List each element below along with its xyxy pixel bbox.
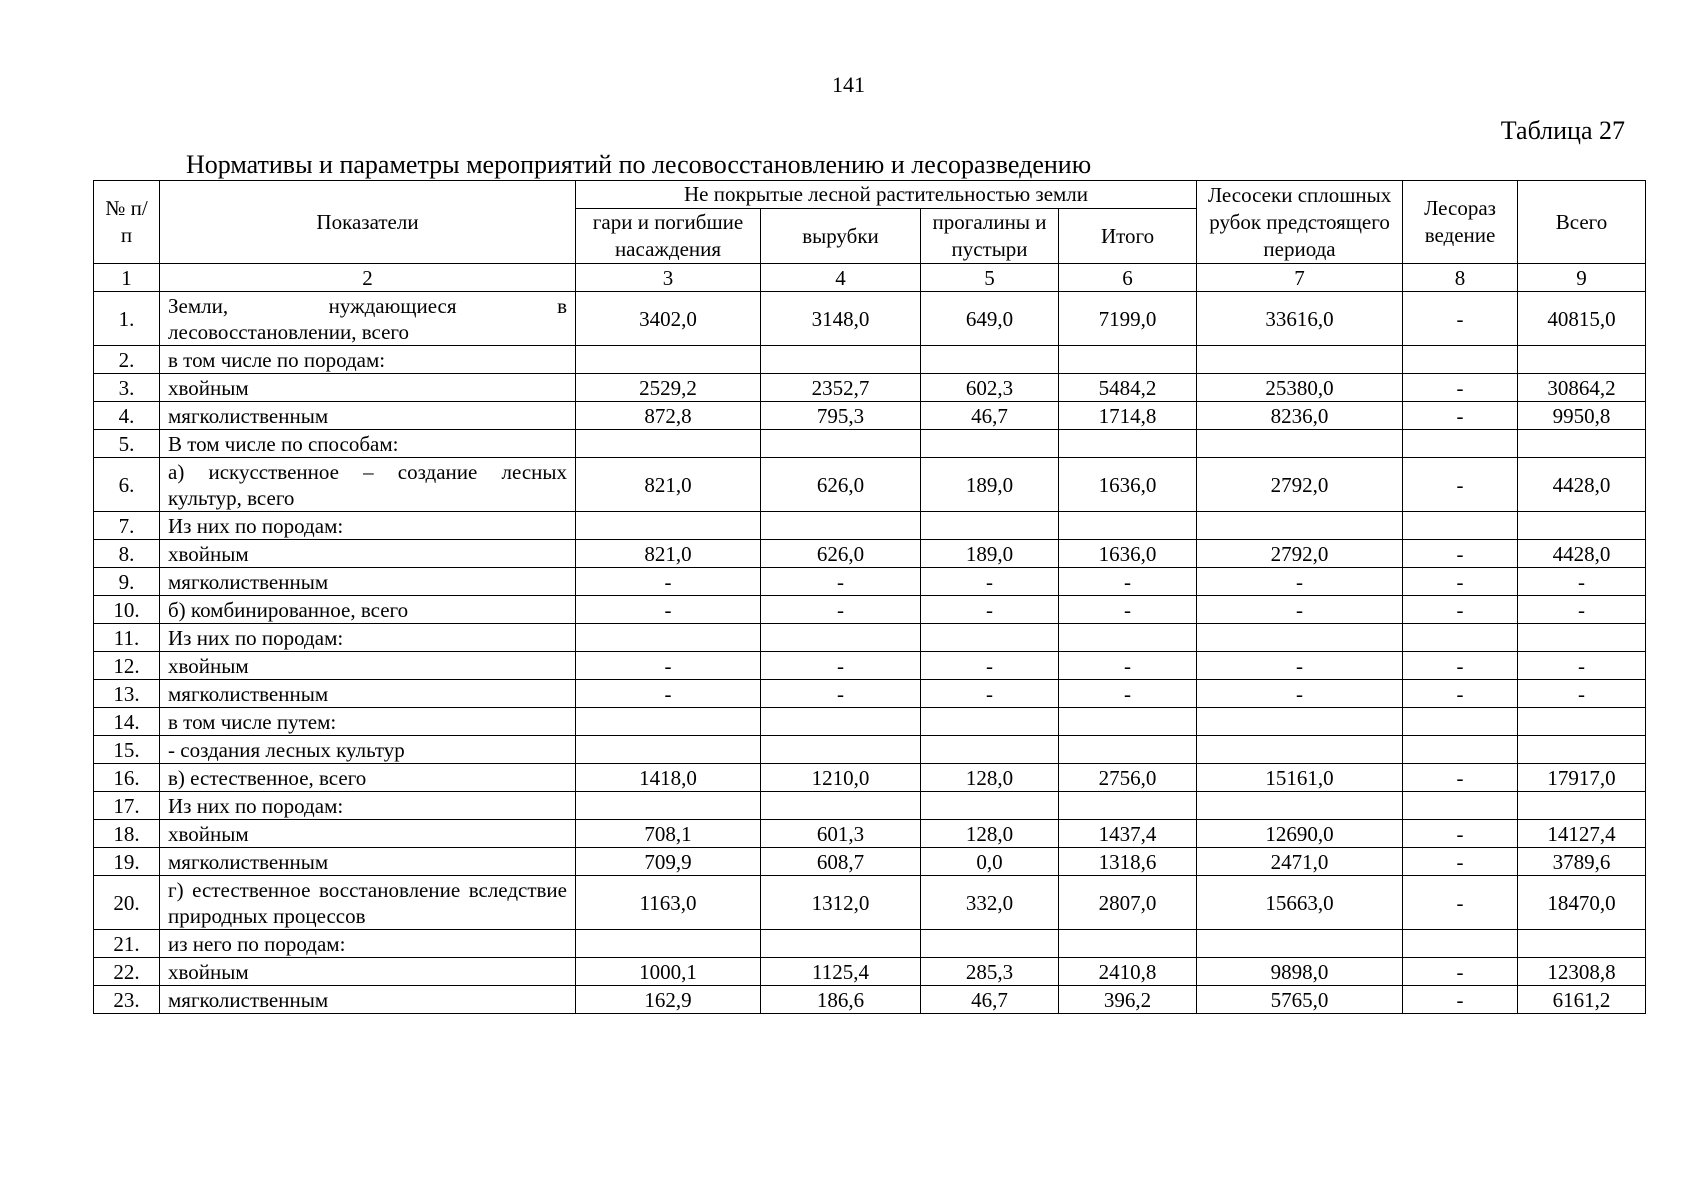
row-number: 4.	[94, 402, 160, 430]
table-row	[94, 512, 1646, 540]
column-number: 8	[1403, 264, 1518, 292]
value-subtotal: 396,2	[1059, 986, 1197, 1014]
value-subtotal	[1059, 930, 1197, 958]
value-subtotal: 2410,8	[1059, 958, 1197, 986]
value-afforestation: -	[1403, 292, 1518, 346]
value-clearcut	[1197, 708, 1403, 736]
table-row	[94, 958, 1646, 986]
value-glades: -	[921, 596, 1059, 624]
column-number: 3	[576, 264, 761, 292]
value-cuttings: -	[761, 568, 921, 596]
value-burned: 162,9	[576, 986, 761, 1014]
value-total	[1518, 792, 1646, 820]
row-number: 21.	[94, 930, 160, 958]
value-burned: -	[576, 652, 761, 680]
value-clearcut: 33616,0	[1197, 292, 1403, 346]
table-row	[94, 764, 1646, 792]
value-cuttings: 3148,0	[761, 292, 921, 346]
value-clearcut: 5765,0	[1197, 986, 1403, 1014]
value-cuttings	[761, 930, 921, 958]
table-header	[94, 181, 1646, 264]
column-number: 7	[1197, 264, 1403, 292]
value-burned: 821,0	[576, 458, 761, 512]
value-glades: -	[921, 652, 1059, 680]
value-burned: -	[576, 680, 761, 708]
value-cuttings: 1210,0	[761, 764, 921, 792]
header-total: Всего	[1518, 181, 1646, 264]
table-row	[94, 736, 1646, 764]
value-total	[1518, 512, 1646, 540]
row-indicator: мягколиственным	[160, 568, 576, 596]
column-number: 4	[761, 264, 921, 292]
value-burned	[576, 708, 761, 736]
row-number: 5.	[94, 430, 160, 458]
row-indicator: г) естественное восстановление вследствие природных процессов	[160, 876, 576, 930]
value-total	[1518, 346, 1646, 374]
row-indicator: хвойным	[160, 958, 576, 986]
column-number-row	[94, 264, 1646, 292]
value-subtotal: 1636,0	[1059, 458, 1197, 512]
forest-restoration-table	[93, 180, 1646, 1014]
value-glades	[921, 512, 1059, 540]
value-clearcut: -	[1197, 568, 1403, 596]
value-glades: 332,0	[921, 876, 1059, 930]
value-glades: 189,0	[921, 458, 1059, 512]
row-indicator: хвойным	[160, 820, 576, 848]
value-subtotal: -	[1059, 596, 1197, 624]
value-afforestation	[1403, 736, 1518, 764]
value-subtotal: 2756,0	[1059, 764, 1197, 792]
value-subtotal: 1437,4	[1059, 820, 1197, 848]
value-total: 3789,6	[1518, 848, 1646, 876]
value-subtotal: 1714,8	[1059, 402, 1197, 430]
value-subtotal: 1636,0	[1059, 540, 1197, 568]
value-subtotal: 7199,0	[1059, 292, 1197, 346]
table-row	[94, 680, 1646, 708]
value-afforestation	[1403, 708, 1518, 736]
value-total: -	[1518, 652, 1646, 680]
row-number: 14.	[94, 708, 160, 736]
header-cuttings: вырубки	[761, 209, 921, 264]
value-clearcut	[1197, 430, 1403, 458]
column-number: 1	[94, 264, 160, 292]
value-subtotal: -	[1059, 568, 1197, 596]
row-indicator: в том числе по породам:	[160, 346, 576, 374]
table-row	[94, 930, 1646, 958]
value-glades	[921, 624, 1059, 652]
value-cuttings: -	[761, 680, 921, 708]
value-glades	[921, 346, 1059, 374]
value-clearcut: 25380,0	[1197, 374, 1403, 402]
row-number: 11.	[94, 624, 160, 652]
value-glades: 649,0	[921, 292, 1059, 346]
row-number: 16.	[94, 764, 160, 792]
row-number: 8.	[94, 540, 160, 568]
value-afforestation	[1403, 624, 1518, 652]
value-cuttings: 1125,4	[761, 958, 921, 986]
value-burned: 1418,0	[576, 764, 761, 792]
value-cuttings: 795,3	[761, 402, 921, 430]
row-number: 3.	[94, 374, 160, 402]
row-number: 6.	[94, 458, 160, 512]
value-total: 12308,8	[1518, 958, 1646, 986]
value-total: 6161,2	[1518, 986, 1646, 1014]
value-afforestation: -	[1403, 876, 1518, 930]
header-subtotal: Итого	[1059, 209, 1197, 264]
value-subtotal	[1059, 624, 1197, 652]
value-burned	[576, 512, 761, 540]
value-cuttings	[761, 512, 921, 540]
table-row	[94, 374, 1646, 402]
value-clearcut: 2471,0	[1197, 848, 1403, 876]
table-row	[94, 568, 1646, 596]
value-afforestation: -	[1403, 986, 1518, 1014]
table-row	[94, 458, 1646, 512]
table-body	[94, 264, 1646, 1014]
table-row	[94, 652, 1646, 680]
row-indicator: - создания лесных культур	[160, 736, 576, 764]
value-cuttings: 601,3	[761, 820, 921, 848]
value-clearcut: 9898,0	[1197, 958, 1403, 986]
value-cuttings	[761, 736, 921, 764]
value-subtotal: -	[1059, 652, 1197, 680]
value-glades	[921, 430, 1059, 458]
value-total	[1518, 624, 1646, 652]
value-afforestation: -	[1403, 374, 1518, 402]
row-indicator: Земли, нуждающиеся в лесовосстановлении, всего	[160, 292, 576, 346]
value-subtotal	[1059, 736, 1197, 764]
value-clearcut: 12690,0	[1197, 820, 1403, 848]
value-afforestation: -	[1403, 652, 1518, 680]
value-afforestation: -	[1403, 458, 1518, 512]
value-total: 18470,0	[1518, 876, 1646, 930]
value-burned: -	[576, 568, 761, 596]
table-row	[94, 848, 1646, 876]
value-glades: -	[921, 680, 1059, 708]
value-burned: 821,0	[576, 540, 761, 568]
value-burned	[576, 430, 761, 458]
row-number: 1.	[94, 292, 160, 346]
value-total: -	[1518, 680, 1646, 708]
value-clearcut	[1197, 930, 1403, 958]
header-afforestation: Лесораз ведение	[1403, 181, 1518, 264]
value-burned	[576, 736, 761, 764]
table-title: Нормативы и параметры мероприятий по лесовосстановлению и лесоразведению	[186, 150, 1092, 179]
row-indicator: хвойным	[160, 540, 576, 568]
row-number: 12.	[94, 652, 160, 680]
row-number: 7.	[94, 512, 160, 540]
row-number: 18.	[94, 820, 160, 848]
value-burned	[576, 624, 761, 652]
value-burned: -	[576, 596, 761, 624]
value-total: 14127,4	[1518, 820, 1646, 848]
value-burned: 3402,0	[576, 292, 761, 346]
value-afforestation	[1403, 512, 1518, 540]
value-afforestation: -	[1403, 848, 1518, 876]
value-cuttings	[761, 708, 921, 736]
row-number: 10.	[94, 596, 160, 624]
row-number: 2.	[94, 346, 160, 374]
row-number: 22.	[94, 958, 160, 986]
value-subtotal	[1059, 792, 1197, 820]
row-number: 19.	[94, 848, 160, 876]
value-burned: 2529,2	[576, 374, 761, 402]
row-indicator: мягколиственным	[160, 848, 576, 876]
table-row	[94, 596, 1646, 624]
value-clearcut	[1197, 346, 1403, 374]
value-clearcut: 2792,0	[1197, 540, 1403, 568]
value-afforestation: -	[1403, 680, 1518, 708]
row-number: 13.	[94, 680, 160, 708]
value-glades: 189,0	[921, 540, 1059, 568]
page-number: 141	[832, 72, 865, 97]
row-number: 9.	[94, 568, 160, 596]
value-burned: 709,9	[576, 848, 761, 876]
value-glades: 0,0	[921, 848, 1059, 876]
row-indicator: Из них по породам:	[160, 792, 576, 820]
value-burned: 872,8	[576, 402, 761, 430]
value-clearcut	[1197, 624, 1403, 652]
value-total: 30864,2	[1518, 374, 1646, 402]
value-total	[1518, 736, 1646, 764]
value-glades: 602,3	[921, 374, 1059, 402]
row-number: 17.	[94, 792, 160, 820]
row-indicator: Из них по породам:	[160, 512, 576, 540]
table-label: Таблица 27	[1500, 116, 1625, 145]
value-total: -	[1518, 596, 1646, 624]
value-burned: 1163,0	[576, 876, 761, 930]
value-afforestation	[1403, 346, 1518, 374]
value-subtotal: 1318,6	[1059, 848, 1197, 876]
value-clearcut	[1197, 736, 1403, 764]
value-cuttings: 626,0	[761, 458, 921, 512]
value-afforestation	[1403, 792, 1518, 820]
table-row	[94, 820, 1646, 848]
column-number: 9	[1518, 264, 1646, 292]
value-afforestation: -	[1403, 596, 1518, 624]
value-subtotal	[1059, 708, 1197, 736]
value-glades: 128,0	[921, 820, 1059, 848]
row-indicator: в том числе путем:	[160, 708, 576, 736]
value-clearcut	[1197, 512, 1403, 540]
value-cuttings	[761, 792, 921, 820]
value-clearcut: 15663,0	[1197, 876, 1403, 930]
table-row	[94, 986, 1646, 1014]
table-row	[94, 624, 1646, 652]
value-burned	[576, 346, 761, 374]
value-afforestation: -	[1403, 820, 1518, 848]
value-subtotal	[1059, 512, 1197, 540]
value-clearcut: -	[1197, 680, 1403, 708]
row-indicator: хвойным	[160, 652, 576, 680]
value-total	[1518, 930, 1646, 958]
table-row	[94, 540, 1646, 568]
value-cuttings: -	[761, 596, 921, 624]
value-subtotal: 5484,2	[1059, 374, 1197, 402]
table-row	[94, 876, 1646, 930]
column-number: 2	[160, 264, 576, 292]
column-number: 5	[921, 264, 1059, 292]
value-clearcut: 8236,0	[1197, 402, 1403, 430]
value-afforestation: -	[1403, 540, 1518, 568]
row-indicator: хвойным	[160, 374, 576, 402]
value-cuttings: -	[761, 652, 921, 680]
value-total: 40815,0	[1518, 292, 1646, 346]
value-glades: 46,7	[921, 402, 1059, 430]
row-indicator: а) искусственное – создание лесных культур, всего	[160, 458, 576, 512]
row-indicator: мягколиственным	[160, 680, 576, 708]
row-number: 23.	[94, 986, 160, 1014]
value-afforestation: -	[1403, 568, 1518, 596]
value-total: 9950,8	[1518, 402, 1646, 430]
column-number: 6	[1059, 264, 1197, 292]
header-burned: гари и погибшие насаждения	[576, 209, 761, 264]
header-clearcut: Лесосеки сплошных рубок предстоящего периода	[1197, 181, 1403, 264]
value-clearcut	[1197, 792, 1403, 820]
value-total	[1518, 430, 1646, 458]
value-cuttings	[761, 430, 921, 458]
row-indicator: мягколиственным	[160, 402, 576, 430]
row-number: 15.	[94, 736, 160, 764]
value-afforestation	[1403, 430, 1518, 458]
value-glades: 46,7	[921, 986, 1059, 1014]
value-clearcut: 15161,0	[1197, 764, 1403, 792]
value-cuttings: 608,7	[761, 848, 921, 876]
header-num: № п/п	[94, 181, 160, 264]
row-indicator: б) комбинированное, всего	[160, 596, 576, 624]
value-total: 4428,0	[1518, 458, 1646, 512]
header-indicator: Показатели	[160, 181, 576, 264]
value-cuttings: 2352,7	[761, 374, 921, 402]
row-indicator: из него по породам:	[160, 930, 576, 958]
row-indicator: В том числе по способам:	[160, 430, 576, 458]
table-row	[94, 430, 1646, 458]
table-row	[94, 792, 1646, 820]
value-afforestation: -	[1403, 402, 1518, 430]
value-glades: -	[921, 568, 1059, 596]
row-indicator: мягколиственным	[160, 986, 576, 1014]
value-afforestation	[1403, 930, 1518, 958]
value-total: 17917,0	[1518, 764, 1646, 792]
value-clearcut: -	[1197, 652, 1403, 680]
value-clearcut: -	[1197, 596, 1403, 624]
value-subtotal: -	[1059, 680, 1197, 708]
table-row	[94, 292, 1646, 346]
header-glades: прогалины и пустыри	[921, 209, 1059, 264]
value-afforestation: -	[1403, 764, 1518, 792]
value-subtotal	[1059, 346, 1197, 374]
table-row	[94, 708, 1646, 736]
value-glades	[921, 930, 1059, 958]
header-group-unforested: Не покрытые лесной растительностью земли	[576, 181, 1197, 209]
value-afforestation: -	[1403, 958, 1518, 986]
table-row	[94, 402, 1646, 430]
value-cuttings: 626,0	[761, 540, 921, 568]
value-subtotal	[1059, 430, 1197, 458]
value-total: -	[1518, 568, 1646, 596]
value-glades: 128,0	[921, 764, 1059, 792]
value-cuttings	[761, 346, 921, 374]
value-clearcut: 2792,0	[1197, 458, 1403, 512]
value-subtotal: 2807,0	[1059, 876, 1197, 930]
value-burned: 1000,1	[576, 958, 761, 986]
value-total: 4428,0	[1518, 540, 1646, 568]
row-number: 20.	[94, 876, 160, 930]
row-indicator: в) естественное, всего	[160, 764, 576, 792]
value-total	[1518, 708, 1646, 736]
table-row	[94, 346, 1646, 374]
row-indicator: Из них по породам:	[160, 624, 576, 652]
value-glades: 285,3	[921, 958, 1059, 986]
value-glades	[921, 736, 1059, 764]
value-cuttings: 1312,0	[761, 876, 921, 930]
value-burned: 708,1	[576, 820, 761, 848]
value-burned	[576, 930, 761, 958]
value-glades	[921, 708, 1059, 736]
value-glades	[921, 792, 1059, 820]
value-cuttings	[761, 624, 921, 652]
value-cuttings: 186,6	[761, 986, 921, 1014]
value-burned	[576, 792, 761, 820]
